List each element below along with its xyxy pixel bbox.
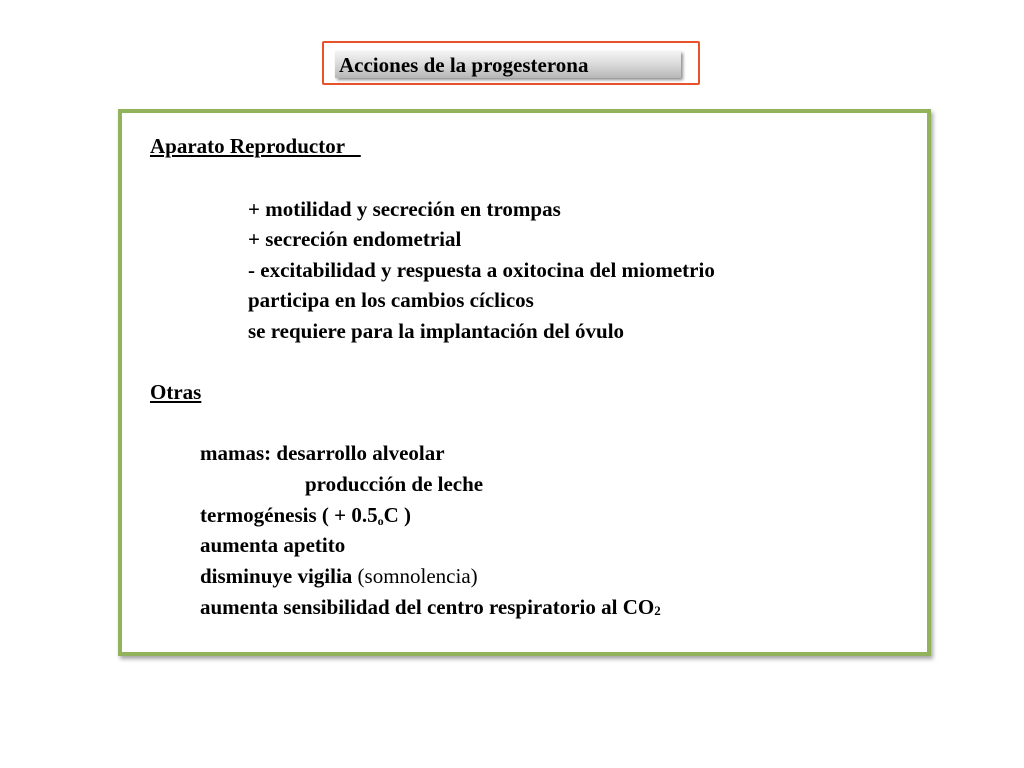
- termogenesis-text: termogénesis ( + 0.5: [200, 503, 378, 527]
- list-item-termogenesis: [200, 502, 411, 534]
- list-item: producción de leche: [305, 472, 484, 496]
- degree-symbol: o: [377, 514, 384, 528]
- list-item: mamas: desarrollo alveolar: [200, 441, 445, 465]
- title-bar: [335, 51, 681, 78]
- slide-title: Acciones de la progesterona: [339, 53, 589, 77]
- section-heading-text: Aparato Reproductor: [150, 134, 346, 158]
- vigilia-text: disminuye vigilia: [200, 564, 353, 588]
- co2-subscript: 2: [654, 603, 661, 618]
- section-heading-aparato-reproductor: [150, 133, 361, 159]
- list-item: se requiere para la implantación del óvulo: [248, 319, 625, 343]
- list-item: - excitabilidad y respuesta a oxitocina del miometrio: [248, 258, 715, 282]
- list-item-respiratorio: [200, 594, 661, 624]
- list-item: + motilidad y secreción en trompas: [248, 197, 561, 221]
- list-item: participa en los cambios cíclicos: [248, 288, 534, 312]
- vigilia-note: (somnolencia): [357, 564, 478, 588]
- list-item: aumenta apetito: [200, 533, 346, 557]
- termogenesis-unit: C ): [383, 503, 412, 527]
- section-heading-otras: Otras: [150, 380, 202, 404]
- respiratorio-text: aumenta sensibilidad del centro respiratorio al CO: [200, 595, 655, 619]
- list-item: + secreción endometrial: [248, 227, 462, 251]
- list-item-vigilia: [200, 563, 478, 589]
